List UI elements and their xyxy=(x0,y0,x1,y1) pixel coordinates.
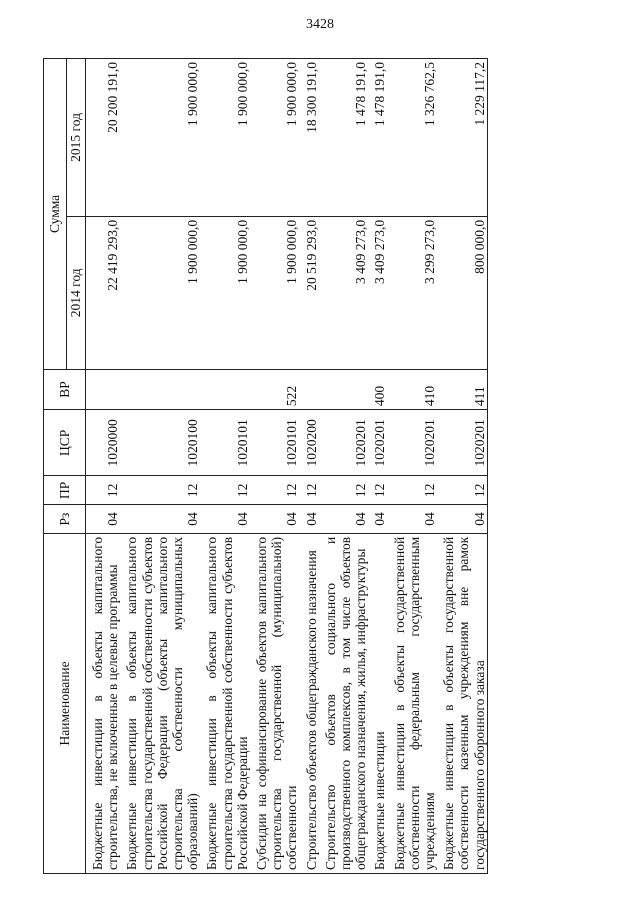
header-pr: ПР xyxy=(44,476,86,505)
row-csr: 1020101 xyxy=(250,410,300,476)
header-sum: Сумма xyxy=(44,59,67,370)
row-2014: 22 419 293,0 xyxy=(86,216,121,369)
table-row xyxy=(200,59,250,874)
table-row xyxy=(250,59,300,874)
header-csr: ЦСР xyxy=(44,410,86,476)
row-2014: 3 299 273,0 xyxy=(388,216,438,369)
row-2014: 1 900 000,0 xyxy=(250,216,300,369)
row-rz: 04 xyxy=(200,505,250,534)
row-rz: 04 xyxy=(300,505,319,534)
row-2015: 1 900 000,0 xyxy=(250,59,300,217)
row-pr: 12 xyxy=(300,476,319,505)
header-year-2014: 2014 год xyxy=(67,216,86,369)
row-2015: 1 229 117,2 xyxy=(437,59,487,217)
table-row xyxy=(388,59,438,874)
row-rz: 04 xyxy=(368,505,387,534)
row-name: Бюджетные инвестиции в объекты капитального строительства государственной собственности субъектов Российской Федерации (объекты капитального строительства собственности муниципальных образований) xyxy=(120,533,200,873)
header-name: Наименование xyxy=(44,533,86,873)
table-body xyxy=(86,59,488,874)
row-2015: 18 300 191,0 xyxy=(300,59,319,217)
row-rz: 04 xyxy=(86,505,121,534)
row-2014: 800 000,0 xyxy=(437,216,487,369)
row-rz: 04 xyxy=(120,505,200,534)
row-vr: 411 xyxy=(437,369,487,409)
table-row xyxy=(437,59,487,874)
table-header xyxy=(44,59,86,874)
row-name: Бюджетные инвестиции в объекты капитального строительства государственной собственности субъектов Российской Федерации xyxy=(200,533,250,873)
row-name: Бюджетные инвестиции xyxy=(368,533,387,873)
page-number: 3428 xyxy=(306,17,334,32)
row-2014: 3 409 273,0 xyxy=(319,216,369,369)
row-csr: 1020201 xyxy=(437,410,487,476)
row-vr xyxy=(300,369,319,409)
row-2015: 20 200 191,0 xyxy=(86,59,121,217)
row-pr: 12 xyxy=(200,476,250,505)
row-csr: 1020201 xyxy=(368,410,387,476)
table-row xyxy=(319,59,369,874)
row-rz: 04 xyxy=(319,505,369,534)
row-2015: 1 326 762,5 xyxy=(388,59,438,217)
header-vr: ВР xyxy=(44,369,86,409)
row-2015: 1 900 000,0 xyxy=(200,59,250,217)
row-csr: 1020200 xyxy=(300,410,319,476)
row-2014: 3 409 273,0 xyxy=(368,216,387,369)
row-2015: 1 478 191,0 xyxy=(368,59,387,217)
row-vr: 410 xyxy=(388,369,438,409)
row-rz: 04 xyxy=(250,505,300,534)
row-pr: 12 xyxy=(437,476,487,505)
row-rz: 04 xyxy=(388,505,438,534)
row-csr: 1020100 xyxy=(120,410,200,476)
row-2015: 1 478 191,0 xyxy=(319,59,369,217)
header-year-2015: 2015 год xyxy=(67,59,86,217)
row-vr xyxy=(120,369,200,409)
row-pr: 12 xyxy=(250,476,300,505)
row-pr: 12 xyxy=(388,476,438,505)
row-csr: 1020201 xyxy=(388,410,438,476)
row-2014: 20 519 293,0 xyxy=(300,216,319,369)
row-2015: 1 900 000,0 xyxy=(120,59,200,217)
row-2014: 1 900 000,0 xyxy=(120,216,200,369)
row-name: Строительство объектов социального и производственного комплексов, в том числе объектов общегражданского назначения, жилья, инфраструктуры xyxy=(319,533,369,873)
row-pr: 12 xyxy=(368,476,387,505)
row-vr xyxy=(86,369,121,409)
row-csr: 1020000 xyxy=(86,410,121,476)
header-rz: Рз xyxy=(44,505,86,534)
row-name: Субсидии на софинансирование объектов капитального строительства государственной (муниципальной) собственности xyxy=(250,533,300,873)
row-csr: 1020201 xyxy=(319,410,369,476)
row-pr: 12 xyxy=(319,476,369,505)
budget-table xyxy=(43,58,488,874)
table-row xyxy=(120,59,200,874)
row-vr: 522 xyxy=(250,369,300,409)
rotated-table-container xyxy=(43,58,575,874)
table-row xyxy=(86,59,121,874)
table-row xyxy=(300,59,319,874)
row-pr: 12 xyxy=(120,476,200,505)
row-name: Строительство объектов общегражданского назначения xyxy=(300,533,319,873)
row-name: Бюджетные инвестиции в объекты капитального строительства, не включенные в целевые программы xyxy=(86,533,121,873)
row-csr: 1020101 xyxy=(200,410,250,476)
row-name: Бюджетные инвестиции в объекты государственной собственности федеральным государственным учреждениям xyxy=(388,533,438,873)
row-rz: 04 xyxy=(437,505,487,534)
row-2014: 1 900 000,0 xyxy=(200,216,250,369)
row-vr: 400 xyxy=(368,369,387,409)
row-vr xyxy=(200,369,250,409)
table-row xyxy=(368,59,387,874)
row-pr: 12 xyxy=(86,476,121,505)
row-name: Бюджетные инвестиции в объекты государственной собственности казенным учреждениям вне рамок государственного оборонного заказа xyxy=(437,533,487,873)
row-vr xyxy=(319,369,369,409)
